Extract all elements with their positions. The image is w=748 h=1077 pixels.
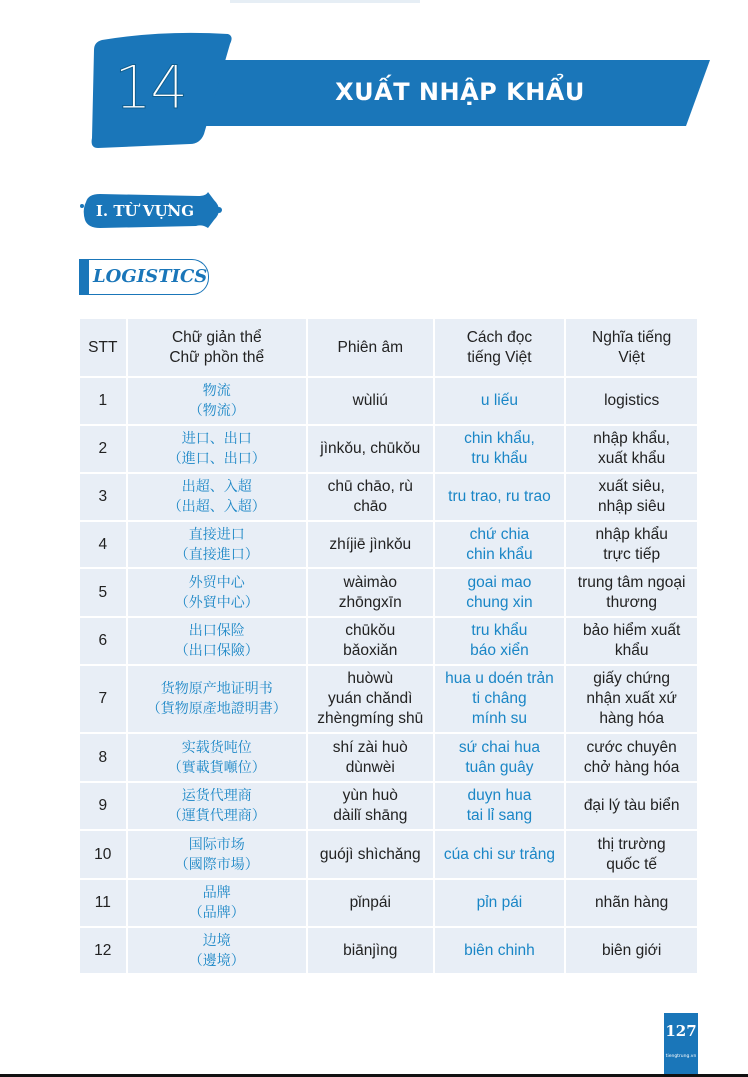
reading-line: goai mao	[467, 573, 532, 591]
pinyin-line: yuán chǎndì	[328, 690, 413, 707]
cell-vietnamese-reading	[435, 831, 567, 880]
header-reading-line2: tiếng Việt	[467, 348, 532, 366]
cell-stt: 4	[80, 522, 128, 569]
header-vietnamese-reading	[435, 319, 567, 378]
vocabulary-table-body	[80, 378, 697, 975]
meaning-line: nhận xuất xứ	[586, 690, 677, 707]
traditional-chars: （邊境）	[188, 952, 245, 969]
table-row	[80, 426, 697, 474]
cell-stt: 12	[80, 928, 128, 975]
cell-meaning	[566, 618, 697, 666]
table-row	[80, 378, 697, 426]
cell-stt: 6	[80, 618, 128, 666]
simplified-chars: 国际市场	[188, 836, 245, 853]
cell-stt: 1	[80, 378, 128, 426]
cell-pinyin	[308, 734, 435, 783]
cell-vietnamese-reading	[435, 522, 567, 569]
meaning-line: trung tâm ngoại	[577, 573, 686, 591]
reading-line: biên chinh	[464, 941, 535, 959]
page-number: 127	[665, 1022, 697, 1040]
meaning-line: nhập khẩu	[595, 525, 668, 543]
table-row	[80, 734, 697, 783]
subsection-accent-bar	[79, 259, 89, 295]
cell-vietnamese-reading	[435, 378, 567, 426]
chapter-title: XUẤT NHẬP KHẨU	[335, 78, 585, 106]
table-row	[80, 928, 697, 975]
cell-characters	[128, 474, 308, 522]
cell-characters	[128, 426, 308, 474]
meaning-line: nhập siêu	[598, 498, 666, 515]
meaning-line: xuất siêu,	[598, 478, 665, 495]
header-meaning-line1: Nghĩa tiếng	[592, 328, 672, 346]
traditional-chars: （國際市場）	[174, 856, 259, 873]
pinyin-line: wàimào	[343, 573, 397, 591]
cell-meaning	[566, 783, 697, 831]
meaning-line: logistics	[604, 392, 660, 409]
pinyin-line: pǐnpái	[349, 894, 391, 911]
cell-characters	[128, 666, 308, 734]
cell-characters	[128, 880, 308, 928]
meaning-line: quốc tế	[606, 855, 658, 873]
cell-meaning	[566, 880, 697, 928]
page-site-label: tiengtrung.vn	[665, 1054, 697, 1059]
pinyin-line: chāo	[353, 498, 388, 515]
reading-line: chung xin	[466, 593, 533, 611]
reading-line: tai lỉ sang	[466, 807, 533, 824]
cell-meaning	[566, 569, 697, 618]
cell-pinyin	[308, 426, 435, 474]
cell-meaning	[566, 734, 697, 783]
meaning-line: chở hàng hóa	[583, 758, 680, 776]
traditional-chars: （進口、出口）	[167, 451, 266, 467]
cell-vietnamese-reading	[435, 426, 567, 474]
simplified-chars: 货物原产地证明书	[160, 681, 273, 697]
header-stt: STT	[80, 319, 128, 378]
cell-stt: 8	[80, 734, 128, 783]
pinyin-line: biānjìng	[343, 941, 398, 959]
cell-characters	[128, 618, 308, 666]
meaning-line: giấy chứng	[593, 670, 670, 687]
pinyin-line: dùnwèi	[345, 758, 395, 776]
cell-pinyin	[308, 831, 435, 880]
reading-line: ti châng	[472, 690, 527, 707]
traditional-chars: （運貨代理商）	[167, 808, 266, 824]
cell-characters	[128, 569, 308, 618]
cell-vietnamese-reading	[435, 783, 567, 831]
traditional-chars: （物流）	[188, 403, 245, 419]
meaning-line: thương	[606, 593, 657, 611]
cell-pinyin	[308, 618, 435, 666]
simplified-chars: 品牌	[202, 885, 231, 901]
pinyin-line: jìnkǒu, chūkǒu	[320, 440, 421, 457]
cell-vietnamese-reading	[435, 666, 567, 734]
cell-vietnamese-reading	[435, 928, 567, 975]
reading-line: pỉn pái	[476, 894, 523, 911]
reading-line: cúa chi sư trảng	[443, 845, 556, 863]
simplified-chars: 物流	[202, 383, 231, 399]
cell-meaning	[566, 666, 697, 734]
pinyin-line: chūkǒu	[345, 622, 396, 639]
cell-pinyin	[308, 378, 435, 426]
table-row	[80, 666, 697, 734]
cell-pinyin	[308, 666, 435, 734]
cell-meaning	[566, 928, 697, 975]
pinyin-line: zhíjiē jìnkǒu	[329, 535, 412, 553]
reading-line: mính su	[471, 710, 527, 727]
header-characters-line2: Chữ phồn thể	[169, 348, 265, 366]
traditional-chars: （直接進口）	[174, 546, 259, 563]
cell-stt: 9	[80, 783, 128, 831]
simplified-chars: 出超、入超	[181, 479, 252, 495]
pinyin-line: shí zài huò	[332, 738, 408, 756]
pinyin-line: wùliú	[352, 392, 388, 409]
table-row	[80, 569, 697, 618]
meaning-line: đại lý tàu biển	[583, 797, 680, 814]
simplified-chars: 外贸中心	[188, 574, 245, 591]
meaning-line: cước chuyên	[586, 738, 677, 756]
reading-line: u liếu	[480, 392, 518, 409]
reading-line: tuân guây	[465, 758, 534, 776]
reading-line: duyn hua	[467, 787, 532, 804]
reading-line: hua u doén trản	[445, 670, 554, 687]
reading-line: sứ chai hua	[458, 738, 540, 756]
simplified-chars: 运货代理商	[181, 788, 252, 804]
cell-characters	[128, 831, 308, 880]
cell-characters	[128, 378, 308, 426]
vocabulary-table	[80, 319, 697, 975]
cell-stt: 10	[80, 831, 128, 880]
traditional-chars: （外貿中心）	[174, 594, 259, 611]
cell-characters	[128, 734, 308, 783]
meaning-line: trực tiếp	[603, 545, 661, 563]
meaning-line: xuất khẩu	[598, 450, 666, 467]
cell-meaning	[566, 426, 697, 474]
cell-vietnamese-reading	[435, 618, 567, 666]
top-decor-line	[230, 0, 420, 3]
table-row	[80, 522, 697, 569]
cell-vietnamese-reading	[435, 734, 567, 783]
cell-meaning	[566, 831, 697, 880]
subsection-title: LOGISTICS	[93, 266, 208, 287]
reading-line: tru khẩu	[471, 622, 528, 639]
cell-vietnamese-reading	[435, 569, 567, 618]
cell-meaning	[566, 522, 697, 569]
cell-stt: 2	[80, 426, 128, 474]
meaning-line: nhãn hàng	[595, 894, 669, 911]
cell-pinyin	[308, 474, 435, 522]
cell-pinyin	[308, 880, 435, 928]
table-row	[80, 474, 697, 522]
cell-meaning	[566, 378, 697, 426]
header-reading-line1: Cách đọc	[466, 328, 533, 346]
traditional-chars: （品牌）	[188, 905, 245, 921]
cell-stt: 3	[80, 474, 128, 522]
cell-pinyin	[308, 569, 435, 618]
traditional-chars: （出口保險）	[174, 643, 259, 659]
traditional-chars: （貨物原產地證明書）	[146, 701, 287, 717]
simplified-chars: 边境	[202, 932, 231, 949]
reading-line: tru khẩu	[471, 450, 528, 467]
table-row	[80, 618, 697, 666]
pinyin-line: zhèngmíng shū	[317, 710, 424, 727]
table-header-row	[80, 319, 697, 378]
simplified-chars: 直接进口	[188, 526, 245, 543]
cell-vietnamese-reading	[435, 474, 567, 522]
meaning-line: khẩu	[614, 642, 649, 659]
simplified-chars: 出口保险	[188, 623, 245, 639]
cell-meaning	[566, 474, 697, 522]
cell-vietnamese-reading	[435, 880, 567, 928]
pinyin-line: yùn huò	[342, 787, 398, 804]
pinyin-line: guójì shìchǎng	[319, 845, 421, 863]
cell-stt: 11	[80, 880, 128, 928]
reading-line: chứ chia	[469, 525, 530, 543]
meaning-line: bảo hiểm xuất	[582, 622, 681, 639]
cell-stt: 5	[80, 569, 128, 618]
reading-line: tru trao, ru trao	[448, 488, 551, 505]
pinyin-line: huòwù	[347, 670, 394, 687]
cell-pinyin	[308, 783, 435, 831]
pinyin-line: dàilǐ shāng	[333, 807, 408, 824]
section-title: I. TỪ VỰNG	[95, 202, 195, 220]
traditional-chars: （出超、入超）	[167, 499, 266, 515]
cell-pinyin	[308, 928, 435, 975]
header-pinyin: Phiên âm	[308, 319, 435, 378]
chapter-number: 14	[113, 53, 187, 123]
traditional-chars: （實載貨噸位）	[167, 759, 266, 776]
meaning-line: hàng hóa	[599, 710, 664, 727]
pinyin-line: bǎoxiǎn	[343, 642, 398, 659]
cell-characters	[128, 522, 308, 569]
header-meaning-line2: Việt	[618, 348, 645, 366]
cell-characters	[128, 783, 308, 831]
header-characters	[128, 319, 308, 378]
header-meaning	[566, 319, 697, 378]
table-row	[80, 880, 697, 928]
pinyin-line: chū chāo, rù	[327, 478, 413, 495]
header-characters-line1: Chữ giản thể	[171, 328, 262, 346]
reading-line: chin khẩu	[466, 545, 533, 563]
cell-pinyin	[308, 522, 435, 569]
subsection-heading	[79, 259, 212, 295]
meaning-line: thị trường	[597, 835, 666, 853]
reading-line: chin khẩu,	[464, 430, 535, 447]
table-row	[80, 831, 697, 880]
simplified-chars: 实载货吨位	[181, 739, 252, 756]
table-row	[80, 783, 697, 831]
simplified-chars: 进口、出口	[181, 431, 252, 447]
reading-line: báo xiển	[470, 642, 529, 659]
cell-stt: 7	[80, 666, 128, 734]
meaning-line: nhập khẩu,	[593, 430, 670, 447]
cell-characters	[128, 928, 308, 975]
pinyin-line: zhōngxīn	[338, 593, 402, 611]
meaning-line: biên giới	[601, 941, 662, 959]
